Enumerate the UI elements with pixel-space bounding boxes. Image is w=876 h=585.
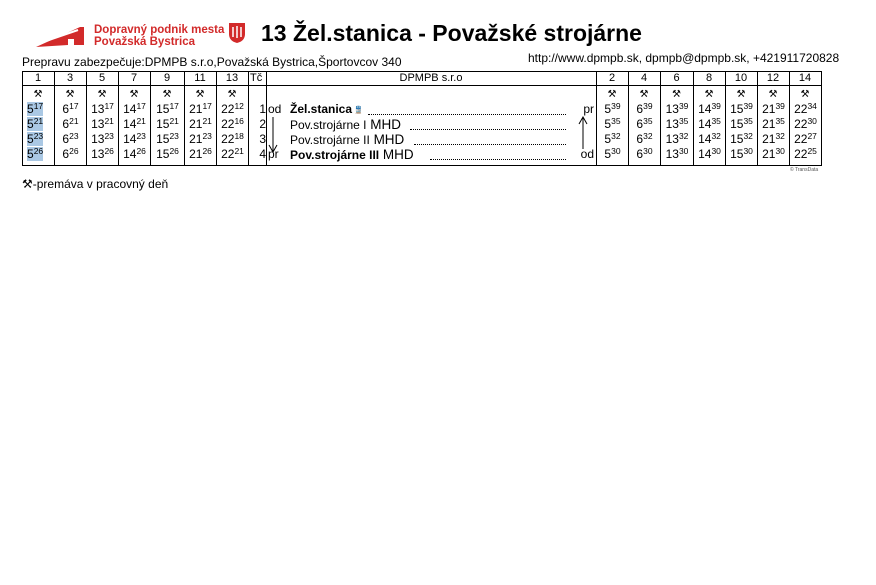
departure-time: $14^{32}$ <box>698 131 721 146</box>
departure-time: $13^{21}$ <box>91 116 114 131</box>
column-rule <box>248 71 249 166</box>
workday-icon: ⚒ <box>162 89 172 100</box>
trip-number: 8 <box>705 72 713 84</box>
dotted-leader <box>430 159 566 160</box>
stop-name: Žel.stanica 🚆 <box>290 102 363 116</box>
footnote-text: -premáva v pracovný deň <box>32 177 169 191</box>
departure-time: $15^{17}$ <box>156 101 179 116</box>
departure-time: $6^{26}$ <box>62 146 79 161</box>
departure-time: $14^{39}$ <box>698 101 721 116</box>
departure-time: $5^{21}$ <box>27 116 44 131</box>
workday-icon: ⚒ <box>129 89 139 100</box>
departure-time: $13^{23}$ <box>91 131 114 146</box>
trip-number: 14 <box>798 72 812 84</box>
departure-time: $6^{30}$ <box>636 146 653 161</box>
trip-number: 12 <box>766 72 780 84</box>
departure-time: $5^{17}$ <box>27 101 44 116</box>
trip-number: 1 <box>34 72 42 84</box>
departure-time: $14^{30}$ <box>698 146 721 161</box>
stop-name: Pov.strojárne III MHD <box>290 147 414 162</box>
dotted-leader <box>414 144 566 145</box>
departure-time: $22^{30}$ <box>794 116 817 131</box>
trip-number: 10 <box>734 72 748 84</box>
departure-time: $22^{25}$ <box>794 146 817 161</box>
departure-time: $13^{39}$ <box>665 101 689 116</box>
contact-info[interactable]: http://www.dpmpb.sk, dpmpb@dpmpb.sk, +421911720828 <box>528 51 840 65</box>
departure-time: $5^{30}$ <box>604 146 621 161</box>
departure-time: $21^{35}$ <box>762 116 785 131</box>
departure-time: $22^{16}$ <box>221 116 244 131</box>
departure-time: $21^{26}$ <box>189 146 212 161</box>
departure-time: $15^{32}$ <box>730 131 753 146</box>
departure-time: $5^{39}$ <box>604 101 621 116</box>
departure-time: $5^{32}$ <box>604 131 621 146</box>
departure-time: $15^{39}$ <box>730 101 753 116</box>
departure-time: $22^{34}$ <box>794 101 817 116</box>
stop-name: Pov.strojárne II MHD <box>290 132 405 147</box>
operator-header: DPMPB s.r.o <box>399 72 463 84</box>
zone-number: 3 <box>259 132 266 146</box>
workday-icon: ⚒ <box>704 89 714 100</box>
arrow-up-icon <box>576 115 590 151</box>
workday-icon: ⚒ <box>768 89 778 100</box>
company-name-line2: Považská Bystrica <box>94 36 196 48</box>
departure-time: $13^{17}$ <box>91 101 114 116</box>
departure-time: $15^{26}$ <box>156 146 179 161</box>
workday-icon: ⚒ <box>736 89 746 100</box>
workday-icon: ⚒ <box>33 89 43 100</box>
departure-time: $6^{39}$ <box>636 101 653 116</box>
column-rule <box>821 71 822 166</box>
trip-number: 3 <box>66 72 74 84</box>
trip-number: 13 <box>225 72 239 84</box>
dotted-leader <box>368 114 566 115</box>
departure-time: $21^{39}$ <box>762 101 785 116</box>
city-crest-icon <box>228 22 246 44</box>
departure-time: $5^{26}$ <box>27 146 44 161</box>
departure-time: $22^{18}$ <box>221 131 244 146</box>
departure-time: $22^{21}$ <box>221 146 244 161</box>
company-name <box>94 24 224 48</box>
zone-number: 2 <box>259 117 266 131</box>
departure-time: $13^{35}$ <box>665 116 689 131</box>
departure-time: $21^{21}$ <box>189 116 212 131</box>
workday-icon: ⚒ <box>607 89 617 100</box>
trip-number: 6 <box>673 72 680 84</box>
timetable <box>0 71 876 167</box>
workday-icon: ⚒ <box>97 89 107 100</box>
trip-number: 9 <box>163 72 171 84</box>
workday-icon: ⚒ <box>639 89 649 100</box>
departure-time: $5^{23}$ <box>27 131 44 146</box>
departure-time: $6^{23}$ <box>62 131 79 146</box>
trip-number: 2 <box>608 72 616 84</box>
company-logo-icon <box>34 21 86 49</box>
departure-time: $15^{21}$ <box>156 116 179 131</box>
table-header-rule <box>22 85 821 86</box>
departure-time: $6^{17}$ <box>62 101 79 116</box>
departure-time: $14^{21}$ <box>123 116 146 131</box>
workday-icon: ⚒ <box>22 177 33 191</box>
page-title: 13 Žel.stanica - Považské strojárne <box>261 20 642 46</box>
trip-number: 11 <box>194 72 206 84</box>
trip-number: 4 <box>640 72 648 84</box>
departure-time: $15^{30}$ <box>730 146 753 161</box>
company-name-line1: Dopravný podnik mesta <box>94 24 225 36</box>
departure-time: $22^{12}$ <box>221 101 244 116</box>
credit-text: © TransData <box>790 167 819 173</box>
zone-number: 1 <box>259 102 266 116</box>
departure-time: $21^{32}$ <box>762 131 785 146</box>
workday-icon: ⚒ <box>65 89 75 100</box>
direction-label: pr <box>268 147 279 161</box>
departure-time: $14^{23}$ <box>123 131 146 146</box>
departure-time: $6^{35}$ <box>636 116 653 131</box>
departure-time: $22^{27}$ <box>794 131 817 146</box>
workday-icon: ⚒ <box>227 89 237 100</box>
trip-number: 5 <box>98 72 106 84</box>
carrier-info: Prepravu zabezpečuje:DPMPB s.r.o,Považská Bystrica,Športovcov 340 <box>22 55 402 69</box>
workday-icon: ⚒ <box>800 89 810 100</box>
departure-time: $13^{26}$ <box>91 146 114 161</box>
departure-time: $21^{17}$ <box>189 101 212 116</box>
departure-time: $6^{21}$ <box>62 116 79 131</box>
workday-icon: ⚒ <box>195 89 205 100</box>
departure-time: $6^{32}$ <box>636 131 653 146</box>
departure-time: $21^{30}$ <box>762 146 785 161</box>
arrow-down-icon <box>266 115 280 155</box>
direction-label: od <box>268 102 282 116</box>
zone-header: Tč <box>250 72 263 84</box>
departure-time: $14^{35}$ <box>698 116 721 131</box>
departure-time: $15^{23}$ <box>156 131 179 146</box>
train-icon: 🚆 <box>352 107 363 114</box>
zone-number: 4 <box>259 147 266 161</box>
dotted-leader <box>410 129 566 130</box>
direction-label: pr <box>583 102 594 116</box>
trip-number: 7 <box>130 72 138 84</box>
footnote <box>22 177 168 191</box>
departure-time: $14^{17}$ <box>123 101 146 116</box>
departure-time: $5^{35}$ <box>604 116 621 131</box>
departure-time: $14^{26}$ <box>123 146 146 161</box>
direction-label: od <box>580 147 594 161</box>
departure-time: $15^{35}$ <box>730 116 753 131</box>
workday-icon: ⚒ <box>672 89 681 100</box>
departure-time: $21^{23}$ <box>189 131 212 146</box>
departure-time: $13^{32}$ <box>665 131 689 146</box>
stop-name: Pov.strojárne I MHD <box>290 117 401 132</box>
departure-time: $13^{30}$ <box>665 146 689 161</box>
table-bottom-rule <box>22 165 821 166</box>
